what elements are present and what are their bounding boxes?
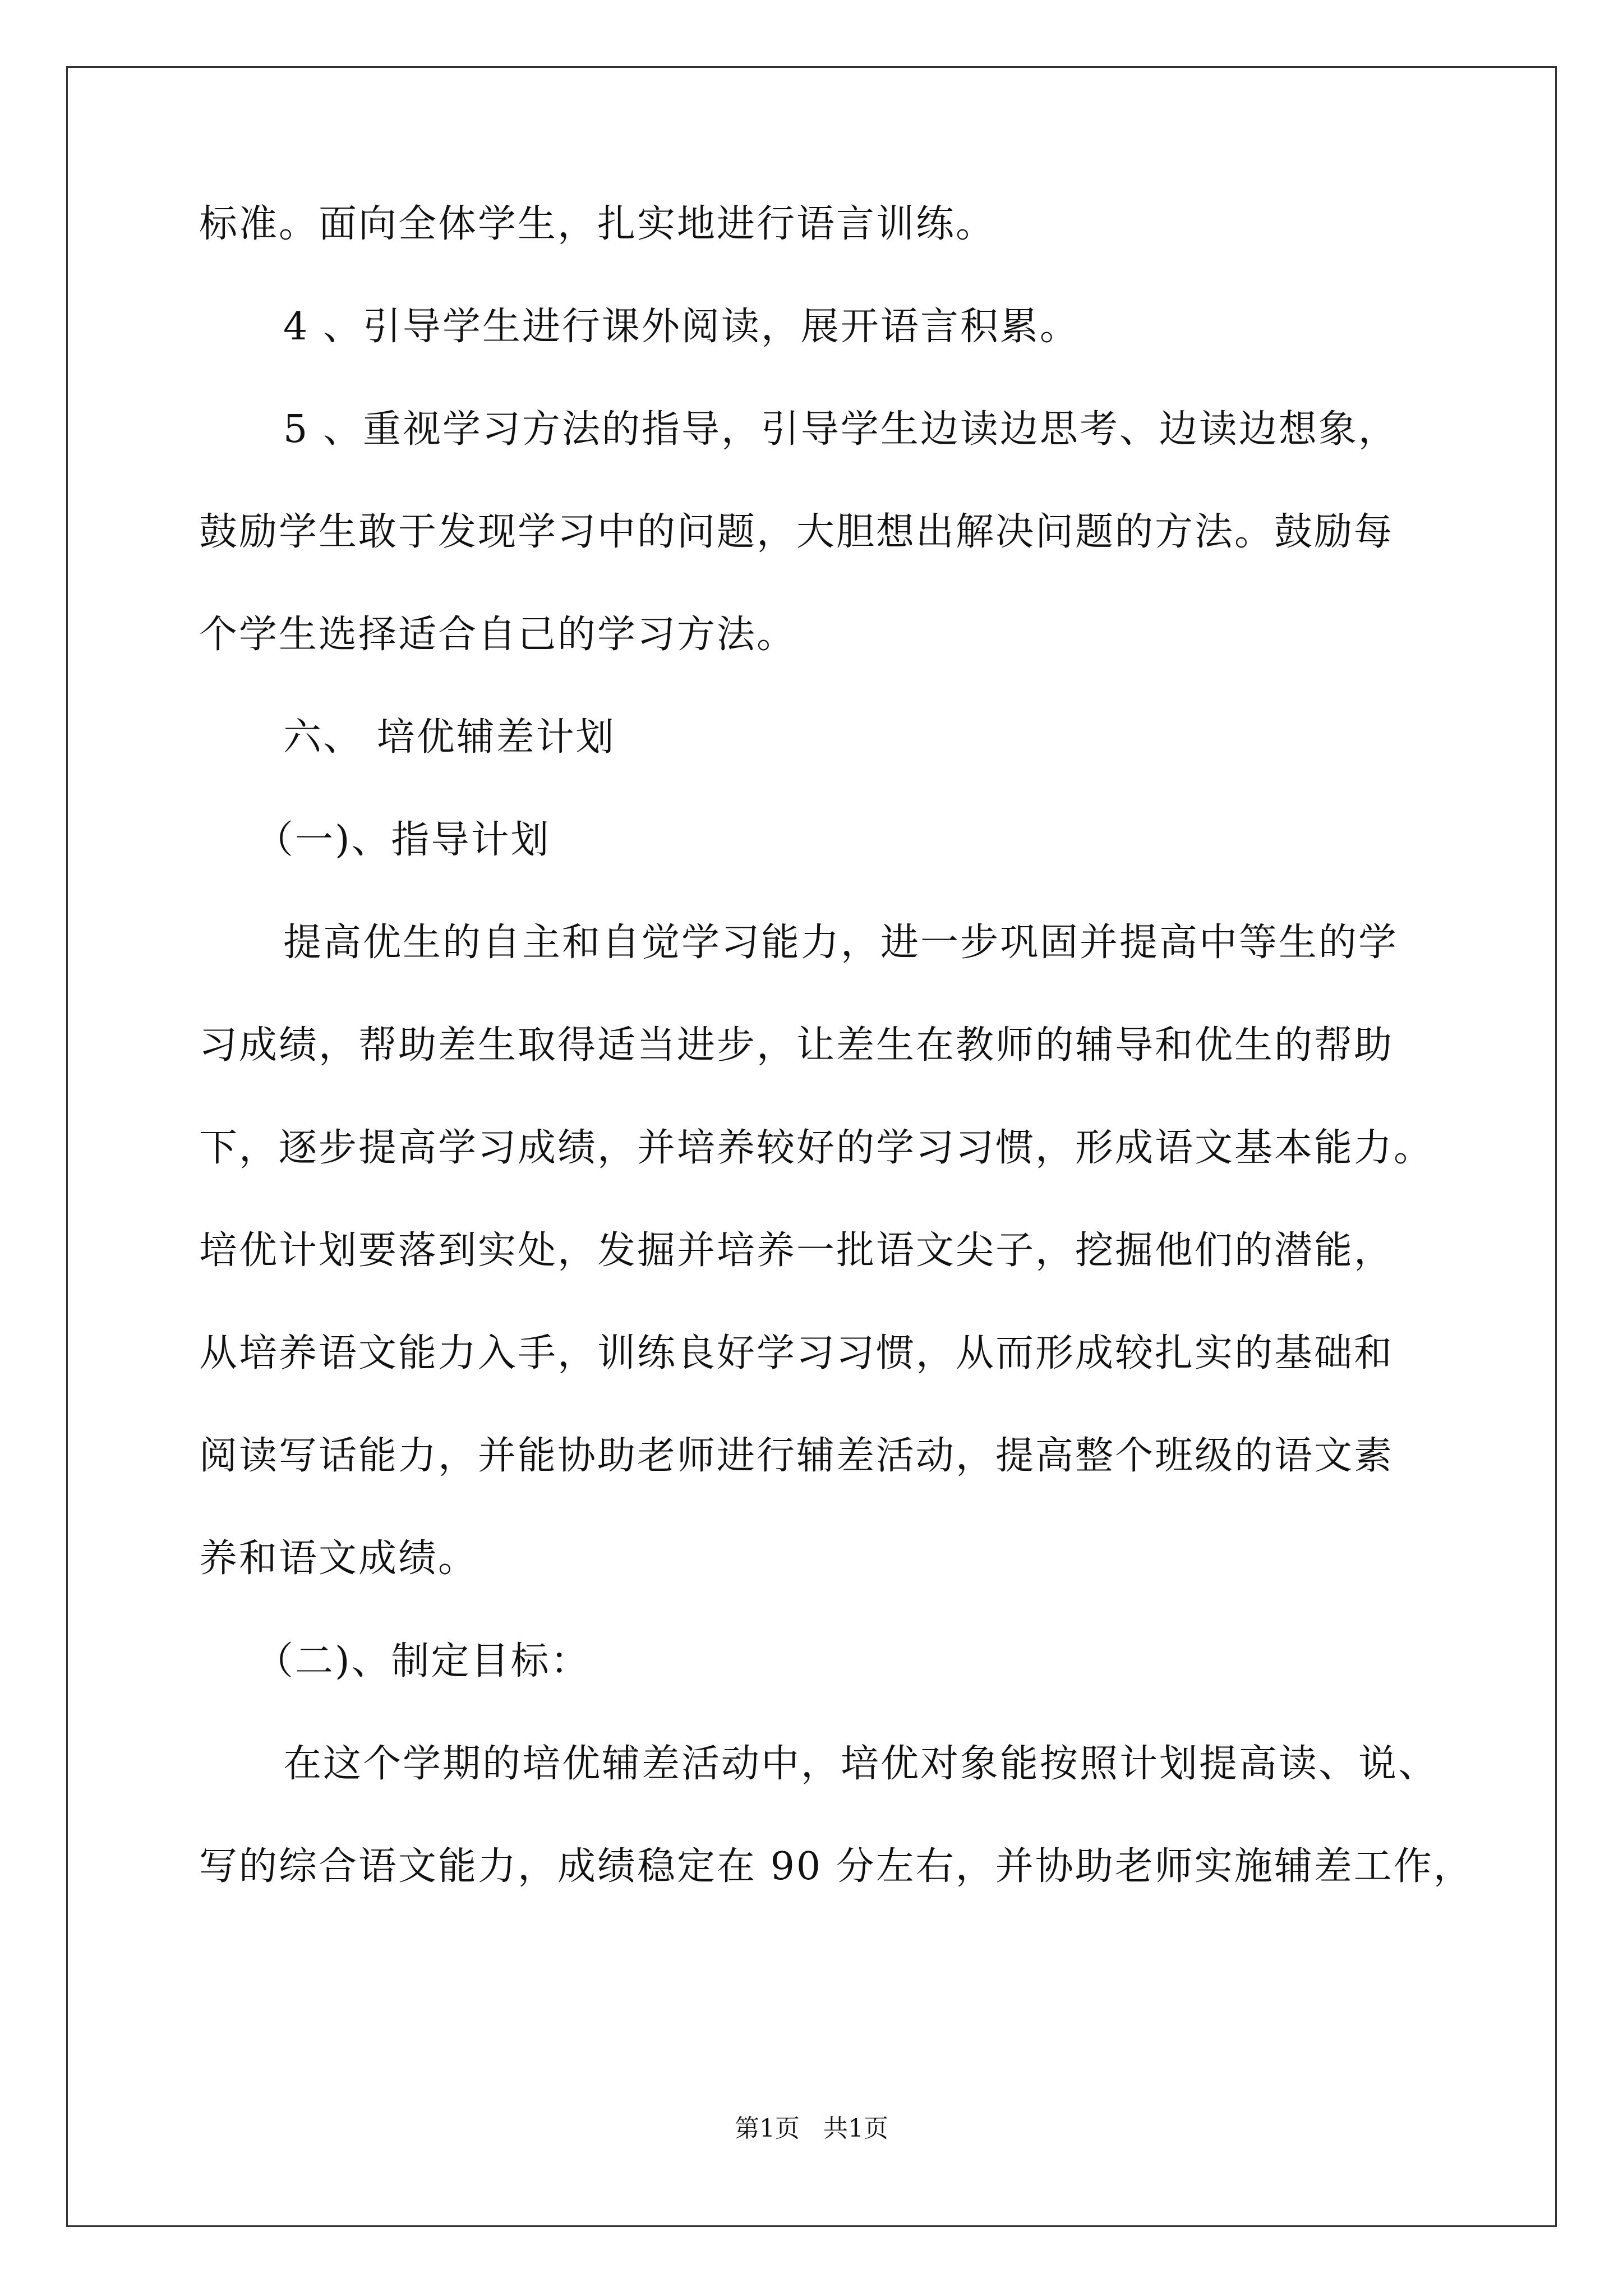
text-line: 习成绩，帮助差生取得适当进步，让差生在教师的辅导和优生的帮助 [199,1023,1394,1068]
subsection-heading: （一)、指导计划 [255,818,551,862]
list-item-4: 4 、引导学生进行课外阅读，展开语言积累。 [283,305,1080,349]
text-line: 个学生选择适合自己的学习方法。 [199,613,797,657]
list-item-5: 5 、重视学习方法的指导，引导学生边读边思考、边读边想象， [283,407,1398,452]
page-footer: 第1页 共1页 [735,2114,888,2143]
paragraph-first-line: 提高优生的自主和自觉学习能力，进一步巩固并提高中等生的学 [283,921,1399,965]
text-line: 培优计划要落到实处，发掘并培养一批语文尖子，挖掘他们的潜能， [199,1228,1394,1273]
paragraph-first-line: 在这个学期的培优辅差活动中，培优对象能按照计划提高读、说、 [283,1742,1438,1786]
text-line: 养和语文成绩。 [199,1536,478,1581]
section-heading: 六、 培优辅差计划 [283,715,616,760]
text-line: 阅读写话能力，并能协助老师进行辅差活动，提高整个班级的语文素 [199,1434,1394,1478]
text-line: 鼓励学生敢于发现学习中的问题，大胆想出解决问题的方法。鼓励每 [199,510,1394,554]
text-line: 写的综合语文能力，成绩稳定在 90 分左右，并协助老师实施辅差工作， [199,1844,1473,1889]
text-line: 下，逐步提高学习成绩，并培养较好的学习习惯，形成语文基本能力。 [199,1126,1434,1170]
text-line: 从培养语文能力入手，训练良好学习习惯，从而形成较扎实的基础和 [199,1331,1394,1375]
text-line: 标准。面向全体学生，扎实地进行语言训练。 [199,202,996,246]
subsection-heading: （二)、制定目标： [255,1639,591,1683]
